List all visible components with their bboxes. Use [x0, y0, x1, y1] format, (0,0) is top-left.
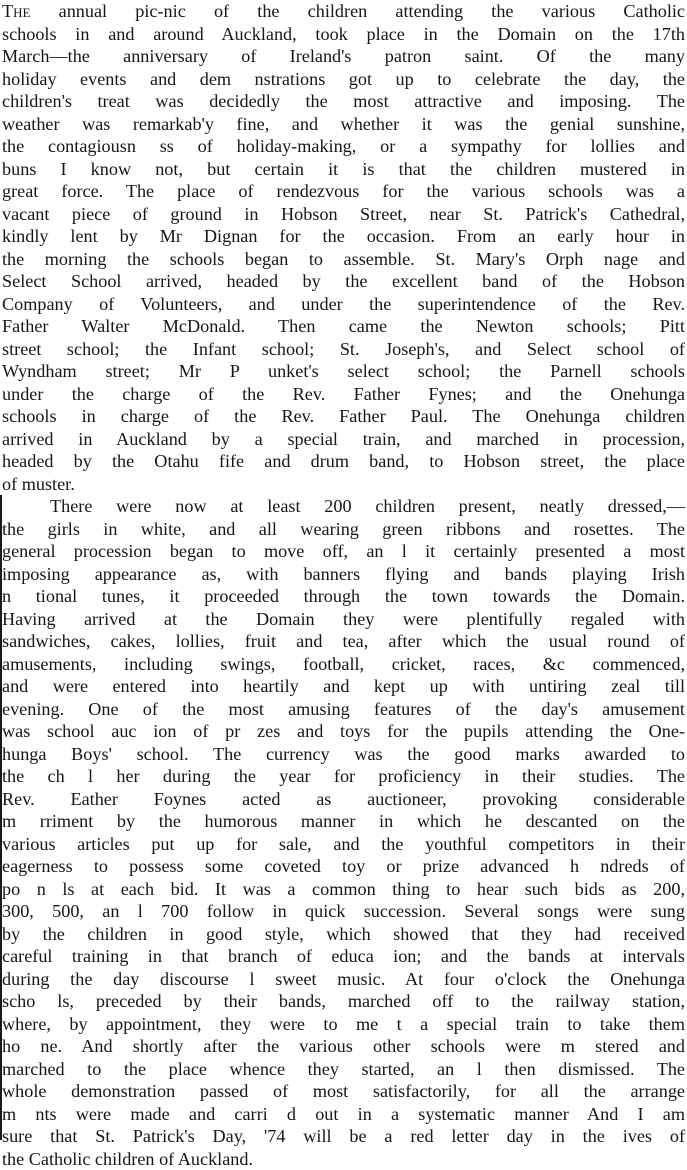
text-line: whole demonstration passed of most satisfactorily, for all the arrange	[0, 1080, 687, 1103]
text-line: by the children in good style, which showed that they had received	[0, 923, 687, 946]
text-line: was school auc ion of pr zes and toys for the pupils attending the One-	[0, 720, 687, 743]
text-line: under the charge of the Rev. Father Fynes; and the Onehunga	[0, 383, 687, 406]
text-line: Select School arrived, headed by the excellent band of the Hobson	[0, 270, 687, 293]
text-line: the contagiousn ss of holiday-making, or a sympathy for lollies and	[0, 135, 687, 158]
text-line: sandwiches, cakes, lollies, fruit and tea, after which the usual round of	[0, 630, 687, 653]
text-line: schools in and around Auckland, took place in the Domain on the 17th	[0, 23, 687, 46]
text-line: headed by the Otahu fife and drum band, to Hobson street, the place	[0, 450, 687, 473]
text-line: general procession began to move off, an l it certainly presented a most	[0, 540, 687, 563]
text-line: Rev. Eather Foynes acted as auctioneer, provoking considerable	[0, 788, 687, 811]
text-line: schools in charge of the Rev. Father Paul. The Onehunga children	[0, 405, 687, 428]
text-line: scho ls, preceded by their bands, marched off to the railway station,	[0, 990, 687, 1013]
text-line: March—the anniversary of Ireland's patron saint. Of the many	[0, 45, 687, 68]
text-line: imposing appearance as, with banners flying and bands playing Irish	[0, 563, 687, 586]
paragraph-1	[0, 0, 687, 495]
text-line: m nts were made and carri d out in a systematic manner And I am	[0, 1103, 687, 1126]
text-line: great force. The place of rendezvous for the various schools was a	[0, 180, 687, 203]
text-line: of muster.	[0, 473, 687, 496]
text-line: m rriment by the humorous manner in which he descanted on the	[0, 810, 687, 833]
text-line: hunga Boys' school. The currency was the good marks awarded to	[0, 743, 687, 766]
text-line: sure that St. Patrick's Day, '74 will be a red letter day in the ives of	[0, 1125, 687, 1148]
lead-word: The	[2, 1, 30, 21]
text-line: careful training in that branch of educa ion; and the bands at intervals	[0, 945, 687, 968]
text-line: buns I know not, but certain it is that the children mustered in	[0, 158, 687, 181]
text-line: children's treat was decidedly the most attractive and imposing. The	[0, 90, 687, 113]
text-line: the morning the schools began to assemble. St. Mary's Orph nage and	[0, 248, 687, 271]
text-line: Having arrived at the Domain they were plentifully regaled with	[0, 608, 687, 631]
text-line: Father Walter McDonald. Then came the Newton schools; Pitt	[0, 315, 687, 338]
text-line: the ch l her during the year for proficiency in their studies. The	[0, 765, 687, 788]
text-line: po n ls at each bid. It was a common thing to hear such bids as 200,	[0, 878, 687, 901]
text-line: vacant piece of ground in Hobson Street, near St. Patrick's Cathedral,	[0, 203, 687, 226]
text-line: marched to the place whence they started, an l then dismissed. The	[0, 1058, 687, 1081]
text-line: arrived in Auckland by a special train, and marched in procession,	[0, 428, 687, 451]
text-line: street school; the Infant school; St. Joseph's, and Select school of	[0, 338, 687, 361]
text-line: n tional tunes, it proceeded through the town towards the Domain.	[0, 585, 687, 608]
text-line: and were entered into heartily and kept up with untiring zeal till	[0, 675, 687, 698]
text-line: various articles put up for sale, and the youthful competitors in their	[0, 833, 687, 856]
text-line: amusements, including swings, football, cricket, races, &c commenced,	[0, 653, 687, 676]
text-line: Company of Volunteers, and under the superintendence of the Rev.	[0, 293, 687, 316]
text-line: Wyndham street; Mr P unket's select school; the Parnell schools	[0, 360, 687, 383]
text-line: where, by appointment, they were to me t a special train to take them	[0, 1013, 687, 1036]
text-line: There were now at least 200 children present, neatly dressed,—	[0, 495, 687, 518]
text-line: evening. One of the most amusing features of the day's amusement	[0, 698, 687, 721]
text-line: weather was remarkab'y fine, and whether it was the genial sunshine,	[0, 113, 687, 136]
text-line: ho ne. And shortly after the various other schools were m stered and	[0, 1035, 687, 1058]
text-line: the girls in white, and all wearing green ribbons and rosettes. The	[0, 518, 687, 541]
text-line: kindly lent by Mr Dignan for the occasion. From an early hour in	[0, 225, 687, 248]
text-line: holiday events and dem nstrations got up to celebrate the day, the	[0, 68, 687, 91]
paragraph-2	[0, 495, 687, 1170]
text-line: during the day discourse l sweet music. At four o'clock the Onehunga	[0, 968, 687, 991]
left-margin-rule	[0, 495, 2, 1140]
text-line: 300, 500, an l 700 follow in quick succession. Several songs were sung	[0, 900, 687, 923]
text-line: eagerness to possess some coveted toy or prize advanced h ndreds of	[0, 855, 687, 878]
text-line: The annual pic-nic of the children attending the various Catholic	[0, 0, 687, 23]
text-line: the Catholic children of Auckland.	[0, 1148, 687, 1170]
